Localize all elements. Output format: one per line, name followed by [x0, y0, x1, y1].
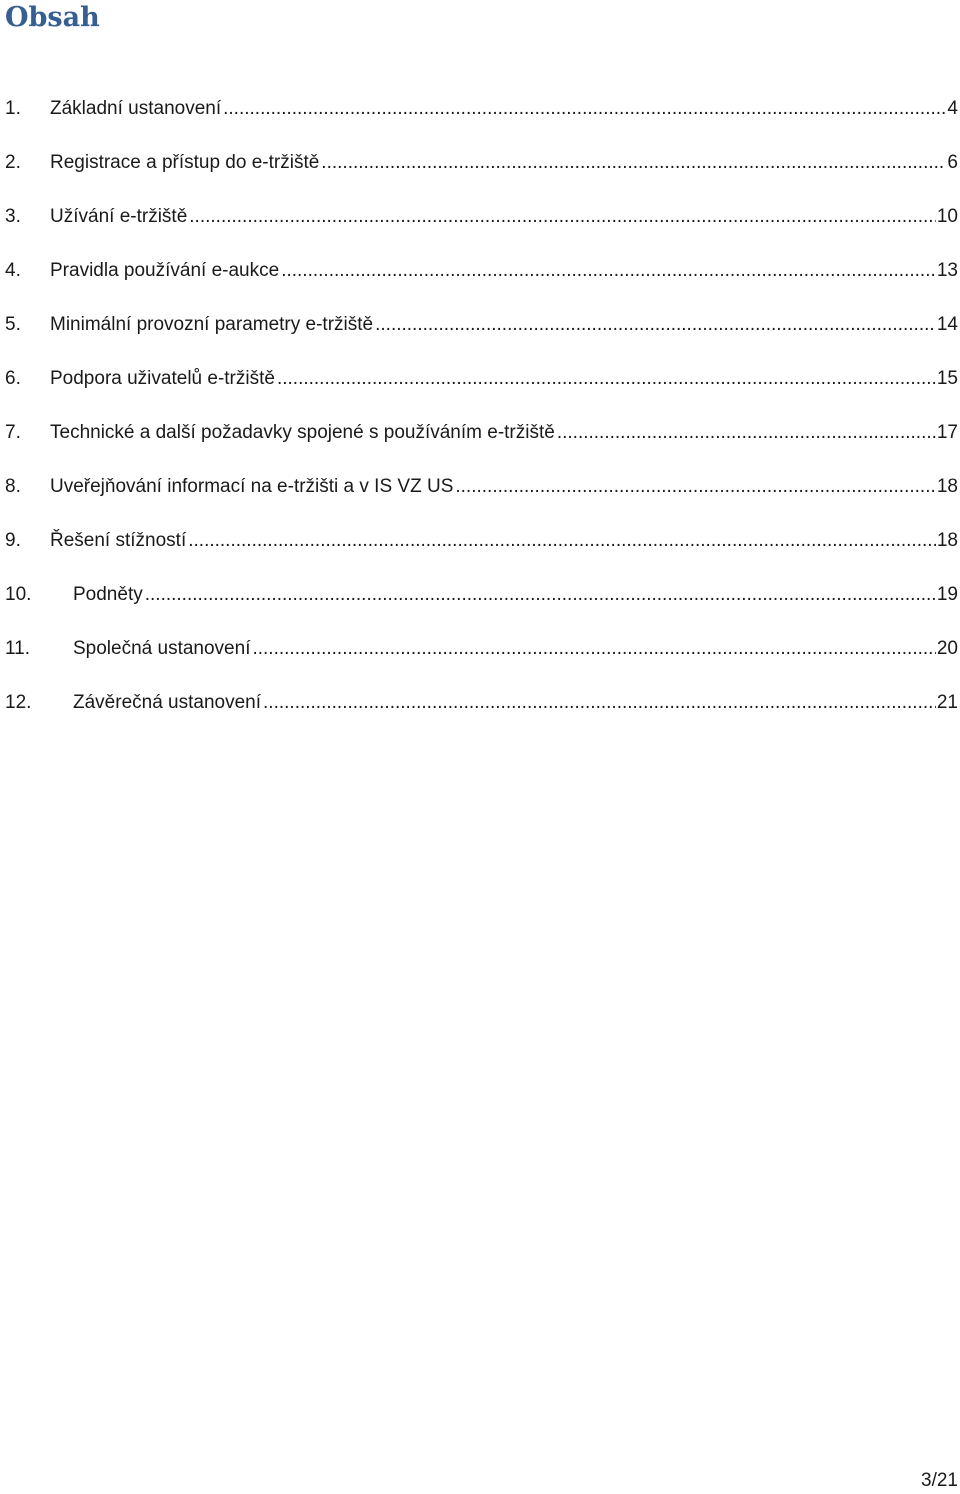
table-of-contents	[0, 95, 960, 743]
page-number: 3/21	[921, 1470, 958, 1491]
toc-entry[interactable]	[0, 689, 960, 743]
toc-entry-title[interactable]: Společná ustanovení	[73, 638, 251, 659]
toc-entry[interactable]	[0, 311, 960, 365]
toc-entry-title[interactable]: Registrace a přístup do e-tržiště	[50, 152, 320, 173]
toc-entry[interactable]	[0, 635, 960, 689]
toc-entry-number: 1.	[5, 98, 21, 119]
toc-entry-title[interactable]: Minimální provozní parametry e-tržiště	[50, 314, 374, 335]
toc-entry[interactable]	[0, 365, 960, 419]
toc-entry-number: 2.	[5, 152, 21, 173]
toc-entry[interactable]	[0, 419, 960, 473]
toc-entry-page[interactable]: 14	[936, 314, 958, 335]
toc-entry-title[interactable]: Užívání e-tržiště	[50, 206, 188, 227]
toc-dot-leader	[223, 95, 946, 123]
toc-entry-number: 10.	[5, 584, 32, 605]
toc-entry-page[interactable]: 15	[936, 368, 958, 389]
toc-entry-number: 12.	[5, 692, 32, 713]
toc-entry-number: 6.	[5, 368, 21, 389]
toc-dot-leader	[281, 257, 936, 285]
toc-entry-number: 11.	[5, 638, 31, 659]
toc-entry-title[interactable]: Řešení stížností	[50, 530, 187, 551]
toc-entry-title[interactable]: Základní ustanovení	[50, 98, 222, 119]
toc-entry-title[interactable]: Podpora uživatelů e-tržiště	[50, 368, 275, 389]
toc-entry-page[interactable]: 4	[947, 98, 958, 119]
toc-entry-number: 7.	[5, 422, 21, 443]
toc-entry-number: 8.	[5, 476, 21, 497]
toc-entry-title[interactable]: Uveřejňování informací na e-tržišti a v IS VZ US	[50, 476, 454, 497]
toc-entry-page[interactable]: 17	[936, 422, 958, 443]
toc-entry[interactable]	[0, 149, 960, 203]
toc-entry-number: 5.	[5, 314, 21, 335]
toc-entry[interactable]	[0, 257, 960, 311]
toc-title: Obsah	[5, 2, 100, 33]
toc-entry-page[interactable]: 19	[936, 584, 958, 605]
toc-dot-leader	[188, 527, 936, 555]
toc-dot-leader	[252, 635, 935, 663]
toc-entry-title[interactable]: Závěrečná ustanovení	[73, 692, 262, 713]
toc-entry-number: 4.	[5, 260, 21, 281]
toc-dot-leader	[189, 203, 936, 231]
toc-entry-page[interactable]: 13	[936, 260, 958, 281]
toc-entry-page[interactable]: 21	[936, 692, 958, 713]
toc-entry[interactable]	[0, 473, 960, 527]
toc-entry[interactable]	[0, 203, 960, 257]
toc-entry[interactable]	[0, 95, 960, 149]
toc-dot-leader	[277, 365, 936, 393]
toc-dot-leader	[263, 689, 936, 717]
toc-dot-leader	[321, 149, 946, 177]
toc-entry-page[interactable]: 18	[936, 476, 958, 497]
toc-entry-title[interactable]: Pravidla používání e-aukce	[50, 260, 280, 281]
toc-dot-leader	[145, 581, 936, 609]
toc-entry-page[interactable]: 18	[936, 530, 958, 551]
toc-dot-leader	[557, 419, 936, 447]
toc-entry[interactable]	[0, 581, 960, 635]
toc-entry-page[interactable]: 6	[947, 152, 958, 173]
toc-dot-leader	[455, 473, 935, 501]
toc-entry-number: 9.	[5, 530, 21, 551]
toc-entry-number: 3.	[5, 206, 21, 227]
toc-entry-title[interactable]: Technické a další požadavky spojené s používáním e-tržiště	[50, 422, 555, 443]
toc-entry-title[interactable]: Podněty	[73, 584, 143, 605]
toc-entry[interactable]	[0, 527, 960, 581]
toc-entry-page[interactable]: 10	[936, 206, 958, 227]
toc-entry-page[interactable]: 20	[936, 638, 958, 659]
toc-dot-leader	[375, 311, 936, 339]
